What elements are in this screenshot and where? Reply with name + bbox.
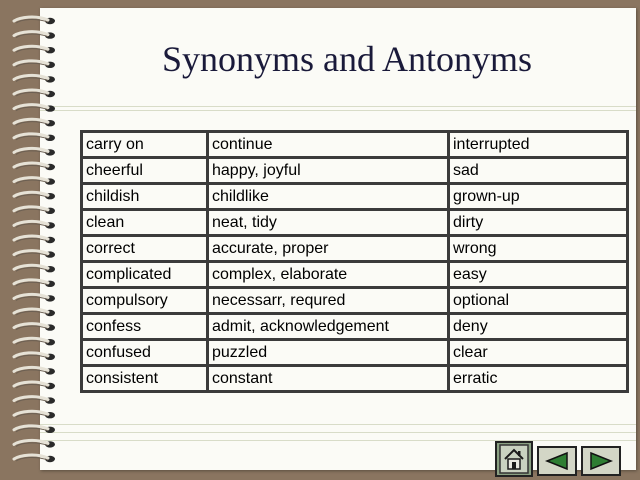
ruled-line (40, 432, 636, 433)
synonym-cell: constant (208, 366, 449, 392)
word-cell: carry on (82, 132, 208, 158)
binding-ring (14, 163, 55, 170)
binding-ring (14, 61, 55, 68)
binding-ring (14, 90, 55, 97)
word-cell: childish (82, 184, 208, 210)
binding-ring (14, 75, 55, 82)
binding-ring (14, 265, 55, 272)
table-row (82, 236, 628, 262)
binding-ring (14, 105, 55, 112)
word-cell: compulsory (82, 288, 208, 314)
table-row (82, 262, 628, 288)
next-button[interactable] (581, 446, 621, 476)
page-title: Synonyms and Antonyms (161, 39, 533, 79)
antonym-cell: optional (449, 288, 628, 314)
ruled-line (40, 440, 636, 441)
binding-ring (14, 251, 55, 258)
word-cell: consistent (82, 366, 208, 392)
synonym-cell: happy, joyful (208, 158, 449, 184)
word-cell: confess (82, 314, 208, 340)
word-cell: clean (82, 210, 208, 236)
table-row (82, 158, 628, 184)
ruled-line (40, 106, 636, 107)
synonyms-table (80, 130, 629, 393)
home-button[interactable] (495, 441, 533, 477)
antonym-cell: dirty (449, 210, 628, 236)
spiral-binding (0, 10, 72, 470)
binding-ring (14, 178, 55, 185)
synonym-cell: childlike (208, 184, 449, 210)
synonym-cell: neat, tidy (208, 210, 449, 236)
word-cell: confused (82, 340, 208, 366)
binding-ring (14, 353, 55, 360)
table-row (82, 366, 628, 392)
binding-ring (14, 32, 55, 39)
binding-ring (14, 338, 55, 345)
antonym-cell: sad (449, 158, 628, 184)
synonym-cell: continue (208, 132, 449, 158)
binding-ring (14, 236, 55, 243)
table-row (82, 314, 628, 340)
antonym-cell: easy (449, 262, 628, 288)
ruled-line (40, 424, 636, 425)
antonym-cell: clear (449, 340, 628, 366)
antonym-cell: wrong (449, 236, 628, 262)
binding-ring (14, 148, 55, 155)
binding-ring (14, 309, 55, 316)
home-icon (499, 444, 529, 474)
word-cell: complicated (82, 262, 208, 288)
synonym-cell: puzzled (208, 340, 449, 366)
antonym-cell: grown-up (449, 184, 628, 210)
binding-ring (14, 382, 55, 389)
triangle-left-icon (543, 451, 571, 471)
table-row (82, 184, 628, 210)
binding-ring (14, 134, 55, 141)
synonym-cell: accurate, proper (208, 236, 449, 262)
binding-ring (14, 280, 55, 287)
synonym-cell: complex, elaborate (208, 262, 449, 288)
table-row (82, 132, 628, 158)
antonym-cell: erratic (449, 366, 628, 392)
binding-ring (14, 324, 55, 331)
antonym-cell: interrupted (449, 132, 628, 158)
table-row (82, 288, 628, 314)
binding-ring (14, 294, 55, 301)
binding-ring (14, 221, 55, 228)
binding-ring (14, 440, 55, 447)
ruled-line (40, 110, 636, 111)
synonym-cell: admit, acknowledgement (208, 314, 449, 340)
antonym-cell: deny (449, 314, 628, 340)
triangle-right-icon (587, 451, 615, 471)
word-cell: cheerful (82, 158, 208, 184)
binding-ring (14, 455, 55, 462)
binding-ring (14, 46, 55, 53)
synonym-cell: necessarr, requred (208, 288, 449, 314)
binding-ring (14, 192, 55, 199)
table-row (82, 340, 628, 366)
binding-ring (14, 17, 55, 24)
binding-ring (14, 119, 55, 126)
binding-ring (14, 367, 55, 374)
word-cell: correct (82, 236, 208, 262)
previous-button[interactable] (537, 446, 577, 476)
table-row (82, 210, 628, 236)
binding-ring (14, 207, 55, 214)
binding-ring (14, 411, 55, 418)
binding-ring (14, 397, 55, 404)
binding-ring (14, 426, 55, 433)
